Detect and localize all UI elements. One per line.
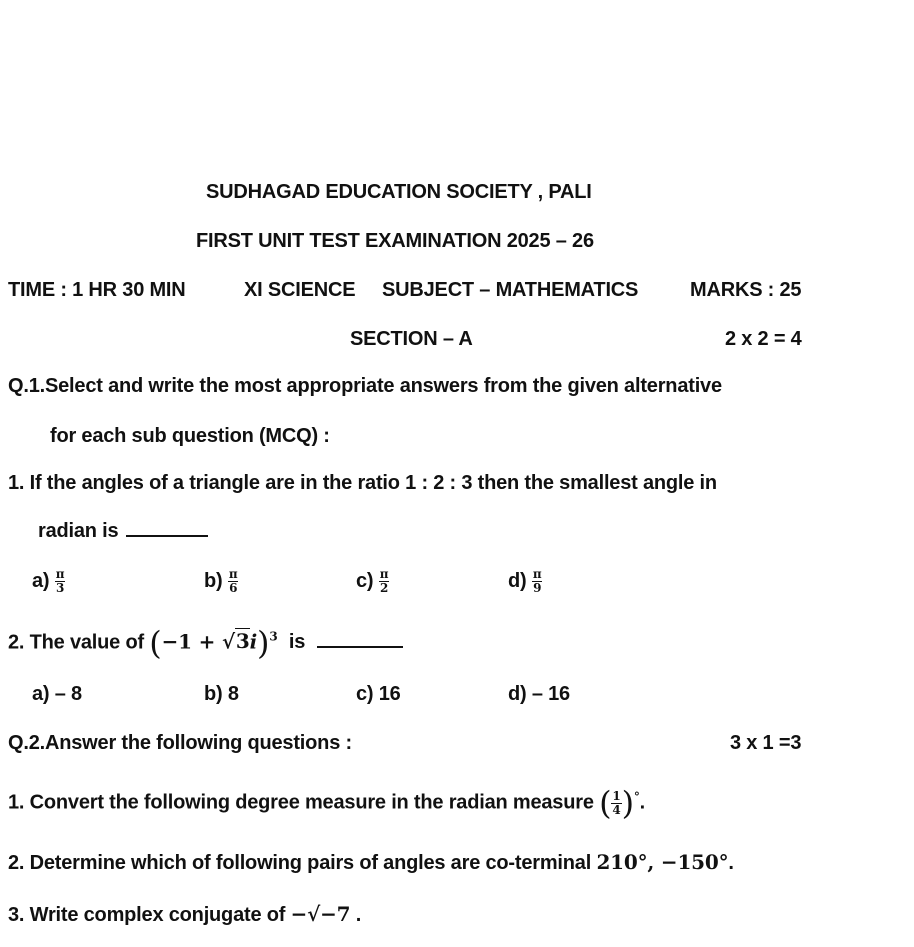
open-paren: (: [599, 784, 612, 822]
fraction: [379, 568, 390, 595]
mcq1-option-b: [204, 568, 238, 595]
open-paren: (: [149, 624, 162, 662]
numerator: π: [228, 567, 238, 581]
complex-number: −√−7: [290, 902, 351, 926]
q2-marks: 3 x 1 =3: [730, 732, 802, 754]
sqrt-sign: √: [221, 629, 235, 654]
mcq1-question: 1. If the angles of a triangle are in the ratio 1 : 2 : 3 then the smallest angle in: [8, 472, 717, 494]
denominator: 6: [229, 581, 238, 595]
period: .: [350, 904, 362, 926]
mcq1-question-cont: [38, 520, 208, 543]
expr-part: −1 +: [161, 629, 222, 654]
denominator: 9: [533, 581, 542, 595]
mcq1-question-tail: radian is: [38, 520, 119, 542]
answer-blank: [126, 535, 208, 537]
option-label: a): [32, 569, 50, 592]
class-name: XI SCIENCE: [244, 279, 356, 301]
option-label: b): [204, 569, 223, 592]
q2-item-1-text: 1. Convert the following degree measure in the radian measure: [8, 791, 594, 814]
mcq2-option-b: b) 8: [204, 683, 239, 705]
degree-mark: °: [633, 789, 640, 804]
exam-time: TIME : 1 HR 30 MIN: [8, 279, 186, 301]
fraction: [611, 790, 621, 817]
imag-unit: i: [249, 629, 258, 654]
mcq1-option-a: [32, 568, 65, 595]
option-label: d): [508, 569, 527, 592]
fraction: [55, 568, 66, 595]
numerator: π: [55, 567, 65, 581]
period: .: [639, 791, 646, 814]
q2-item-3: [8, 902, 361, 927]
fraction: [532, 568, 543, 595]
subject: SUBJECT – MATHEMATICS: [382, 279, 639, 301]
close-paren: ): [257, 624, 270, 662]
mcq2-question: [8, 624, 403, 662]
q2-title: Q.2.Answer the following questions :: [8, 732, 352, 754]
period: .: [728, 852, 734, 874]
numerator: 1: [612, 788, 621, 803]
mcq2-suffix: is: [288, 631, 306, 654]
mcq2-prefix: 2. The value of: [8, 631, 144, 654]
section-title: SECTION – A: [350, 328, 473, 350]
mcq1-option-c: [356, 568, 389, 595]
q2-item-3-text: 3. Write complex conjugate of: [8, 904, 286, 926]
mcq2-option-a: a) – 8: [32, 683, 82, 705]
denominator: 3: [55, 581, 65, 595]
option-label: c): [356, 569, 374, 592]
q1-instruction: Q.1.Select and write the most appropriate answers from the given alternative: [8, 375, 722, 397]
q2-item-2-text: 2. Determine which of following pairs of angles are co-terminal: [8, 852, 592, 874]
numerator: π: [532, 567, 542, 581]
answer-blank: [317, 646, 403, 648]
close-paren: ): [621, 784, 634, 822]
angle-pair: 210°, −150°: [596, 850, 729, 874]
mcq2-option-d: d) – 16: [508, 683, 570, 705]
denominator: 4: [612, 802, 621, 817]
sqrt-arg: 3: [235, 629, 250, 654]
school-name: SUDHAGAD EDUCATION SOCIETY , PALI: [206, 181, 592, 203]
numerator: π: [379, 567, 389, 581]
exam-title: FIRST UNIT TEST EXAMINATION 2025 – 26: [196, 230, 594, 252]
exponent: 3: [269, 629, 278, 644]
denominator: 2: [379, 581, 389, 595]
fraction: [228, 568, 239, 595]
q1-instruction-cont: for each sub question (MCQ) :: [50, 425, 330, 447]
section-marks: 2 x 2 = 4: [725, 328, 802, 350]
q2-item-1: [8, 784, 645, 822]
mcq2-option-c: c) 16: [356, 683, 401, 705]
total-marks: MARKS : 25: [690, 279, 802, 301]
q2-item-2: [8, 850, 734, 875]
mcq1-option-d: [508, 568, 542, 595]
